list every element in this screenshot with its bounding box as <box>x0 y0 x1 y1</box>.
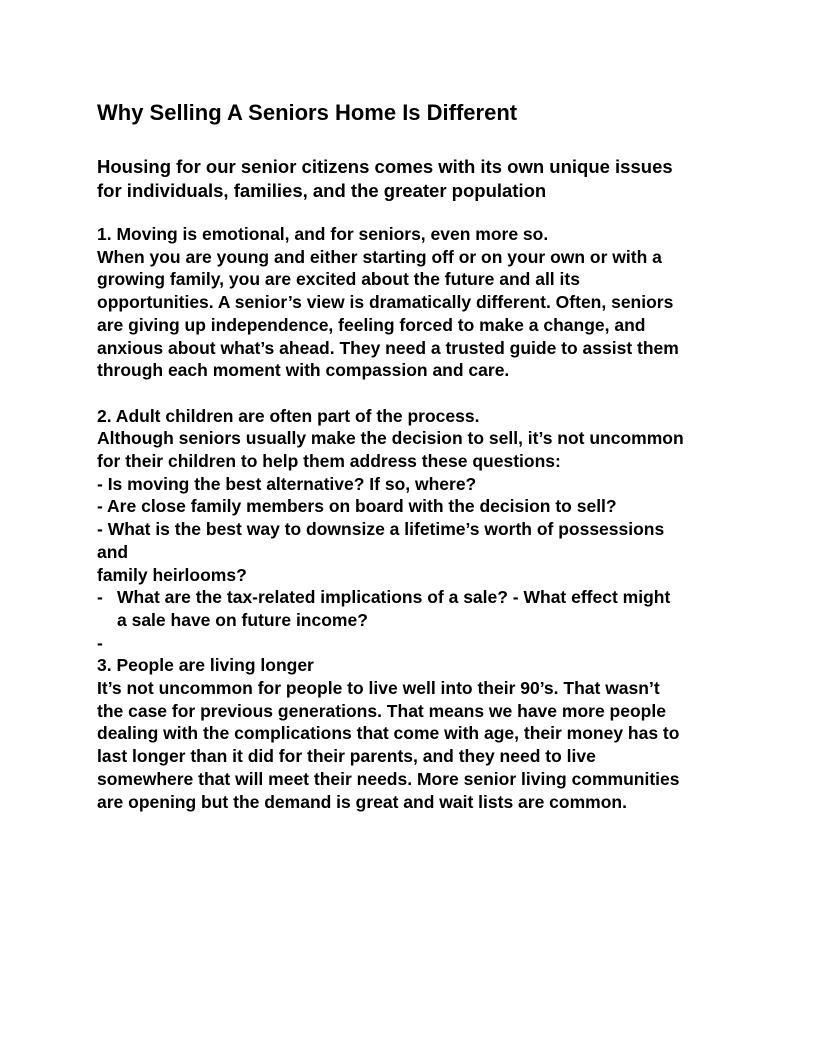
section-1-line: through each moment with compassion and care. <box>97 360 510 381</box>
section-2-question: - What is the best way to downsize a lifetime’s worth of possessions <box>97 519 665 540</box>
section-2-heading: 2. Adult children are often part of the process. <box>97 405 480 426</box>
dash-item-line: a sale have on future income? <box>117 609 368 630</box>
lone-dash: - <box>97 632 103 653</box>
section-1-line: anxious about what’s ahead. They need a trusted guide to assist them <box>97 337 679 358</box>
section-2-line: family heirlooms? <box>97 564 247 585</box>
section-3-line: somewhere that will meet their needs. More senior living communities <box>97 768 680 789</box>
dash-bullet: - <box>97 587 103 608</box>
section-1-line: are giving up independence, feeling forced to make a change, and <box>97 314 646 335</box>
section-1-line: opportunities. A senior’s view is dramatically different. Often, seniors <box>97 292 674 313</box>
subtitle-line: for individuals, families, and the greater population <box>97 180 547 201</box>
paragraph-gap <box>97 382 736 405</box>
page-title: Why Selling A Seniors Home Is Different <box>97 100 518 125</box>
section-2-line: and <box>97 541 129 562</box>
section-1-line: When you are young and either starting off or on your own or with a <box>97 246 662 267</box>
body-text <box>97 223 736 813</box>
subtitle <box>97 155 736 203</box>
section-2-question: - Are close family members on board with the decision to sell? <box>97 496 617 517</box>
dash-list-item <box>97 586 736 631</box>
section-3-line: last longer than it did for their parents, and they need to live <box>97 746 596 767</box>
section-2-question: - Is moving the best alternative? If so, where? <box>97 473 477 494</box>
section-3-heading: 3. People are living longer <box>97 655 314 676</box>
section-1-heading: 1. Moving is emotional, and for seniors, even more so. <box>97 224 549 244</box>
dash-item-text <box>117 586 670 631</box>
subtitle-line: Housing for our senior citizens comes with its own unique issues <box>97 156 673 177</box>
section-2-line: for their children to help them address these questions: <box>97 451 561 472</box>
section-1-line: growing family, you are excited about the future and all its <box>97 269 580 290</box>
dash-item-line: What are the tax-related implications of a sale? - What effect might <box>117 587 671 608</box>
section-2-line: Although seniors usually make the decision to sell, it’s not uncommon <box>97 428 684 449</box>
section-3-line: dealing with the complications that come with age, their money has to <box>97 723 680 744</box>
section-3-line: the case for previous generations. That means we have more people <box>97 700 666 721</box>
section-3-line: are opening but the demand is great and wait lists are common. <box>97 791 627 812</box>
section-3-line: It’s not uncommon for people to live well into their 90’s. That wasn’t <box>97 678 660 699</box>
